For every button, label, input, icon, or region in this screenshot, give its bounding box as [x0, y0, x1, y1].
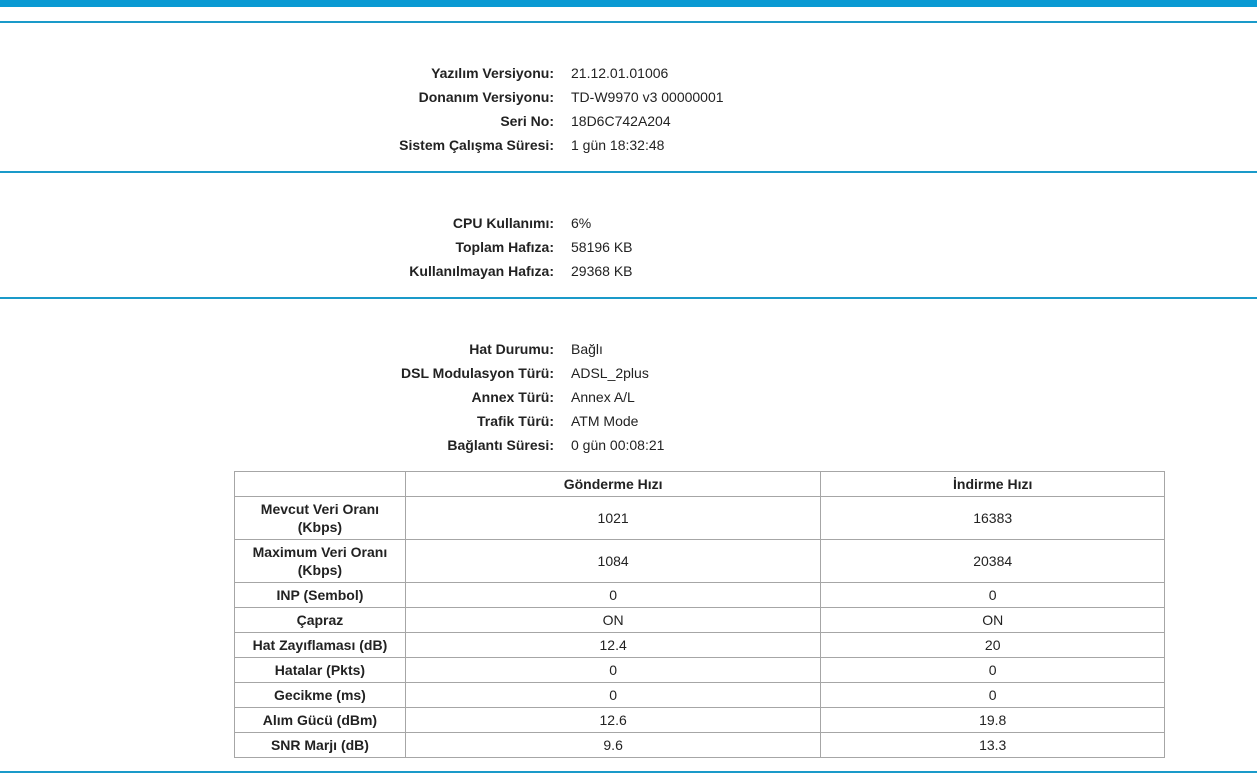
table-row	[235, 608, 1165, 633]
table-row	[235, 497, 1165, 540]
upstream-value: 0	[405, 658, 821, 683]
upstream-value: 1021	[405, 497, 821, 540]
total-memory-row	[0, 235, 1257, 259]
row-label: Maximum Veri Oranı (Kbps)	[235, 540, 406, 583]
downstream-value: 13.3	[821, 733, 1165, 758]
row-label: Çapraz	[235, 608, 406, 633]
downstream-value: 20384	[821, 540, 1165, 583]
upstream-value: 0	[405, 683, 821, 708]
software-version-row	[0, 61, 1257, 85]
cpu-usage-row	[0, 211, 1257, 235]
system-uptime-value: 1 gün 18:32:48	[571, 137, 665, 153]
table-row	[235, 708, 1165, 733]
free-memory-row	[0, 259, 1257, 283]
serial-number-value: 18D6C742A204	[571, 113, 671, 129]
connection-time-value: 0 gün 00:08:21	[571, 437, 665, 453]
total-memory-label: Toplam Hafıza:	[455, 239, 554, 255]
table-row	[235, 733, 1165, 758]
section-divider	[0, 21, 1257, 23]
system-uptime-label: Sistem Çalışma Süresi:	[399, 137, 554, 153]
traffic-type-value: ATM Mode	[571, 413, 639, 429]
line-status-value: Bağlı	[571, 341, 603, 357]
annex-type-value: Annex A/L	[571, 389, 635, 405]
table-header-empty	[235, 472, 406, 497]
annex-type-label: Annex Türü:	[471, 389, 554, 405]
free-memory-value: 29368 KB	[571, 263, 633, 279]
cpu-usage-label: CPU Kullanımı:	[452, 215, 554, 231]
row-label: Gecikme (ms)	[235, 683, 406, 708]
top-accent-bar	[0, 0, 1257, 7]
row-label: Hatalar (Pkts)	[235, 658, 406, 683]
table-row	[235, 658, 1165, 683]
downstream-value: 0	[821, 583, 1165, 608]
row-label: SNR Marjı (dB)	[235, 733, 406, 758]
traffic-type-label: Trafik Türü:	[476, 413, 554, 429]
system-uptime-row	[0, 133, 1257, 157]
table-row	[235, 683, 1165, 708]
hardware-version-row	[0, 85, 1257, 109]
upstream-value: ON	[405, 608, 821, 633]
section-divider	[0, 171, 1257, 173]
upstream-value: 1084	[405, 540, 821, 583]
row-label: INP (Sembol)	[235, 583, 406, 608]
upstream-value: 0	[405, 583, 821, 608]
cpu-usage-value: 6%	[571, 215, 592, 231]
serial-number-label: Seri No:	[500, 113, 554, 129]
downstream-value: 0	[821, 683, 1165, 708]
table-header-upstream: Gönderme Hızı	[405, 472, 821, 497]
downstream-value: 16383	[821, 497, 1165, 540]
downstream-value: ON	[821, 608, 1165, 633]
software-version-value: 21.12.01.01006	[571, 65, 669, 81]
row-label: Hat Zayıflaması (dB)	[235, 633, 406, 658]
modulation-type-label: DSL Modulasyon Türü:	[401, 365, 554, 381]
hardware-version-label: Donanım Versiyonu:	[418, 89, 554, 105]
serial-number-row	[0, 109, 1257, 133]
dsl-rate-table	[234, 471, 1165, 758]
hardware-version-value: TD-W9970 v3 00000001	[571, 89, 724, 105]
line-status-label: Hat Durumu:	[469, 341, 554, 357]
total-memory-value: 58196 KB	[571, 239, 633, 255]
table-header-downstream: İndirme Hızı	[821, 472, 1165, 497]
row-label: Mevcut Veri Oranı (Kbps)	[235, 497, 406, 540]
annex-type-row	[0, 385, 1257, 409]
upstream-value: 12.4	[405, 633, 821, 658]
modulation-type-row	[0, 361, 1257, 385]
table-row	[235, 540, 1165, 583]
row-label: Alım Gücü (dBm)	[235, 708, 406, 733]
traffic-type-row	[0, 409, 1257, 433]
software-version-label: Yazılım Versiyonu:	[431, 65, 554, 81]
downstream-value: 0	[821, 658, 1165, 683]
table-row	[235, 633, 1165, 658]
downstream-value: 19.8	[821, 708, 1165, 733]
line-status-row	[0, 337, 1257, 361]
connection-time-row	[0, 433, 1257, 457]
modulation-type-value: ADSL_2plus	[571, 365, 649, 381]
downstream-value: 20	[821, 633, 1165, 658]
upstream-value: 12.6	[405, 708, 821, 733]
upstream-value: 9.6	[405, 733, 821, 758]
connection-time-label: Bağlantı Süresi:	[447, 437, 554, 453]
table-header-row	[235, 472, 1165, 497]
section-divider	[0, 771, 1257, 773]
section-divider	[0, 297, 1257, 299]
free-memory-label: Kullanılmayan Hafıza:	[409, 263, 554, 279]
table-row	[235, 583, 1165, 608]
